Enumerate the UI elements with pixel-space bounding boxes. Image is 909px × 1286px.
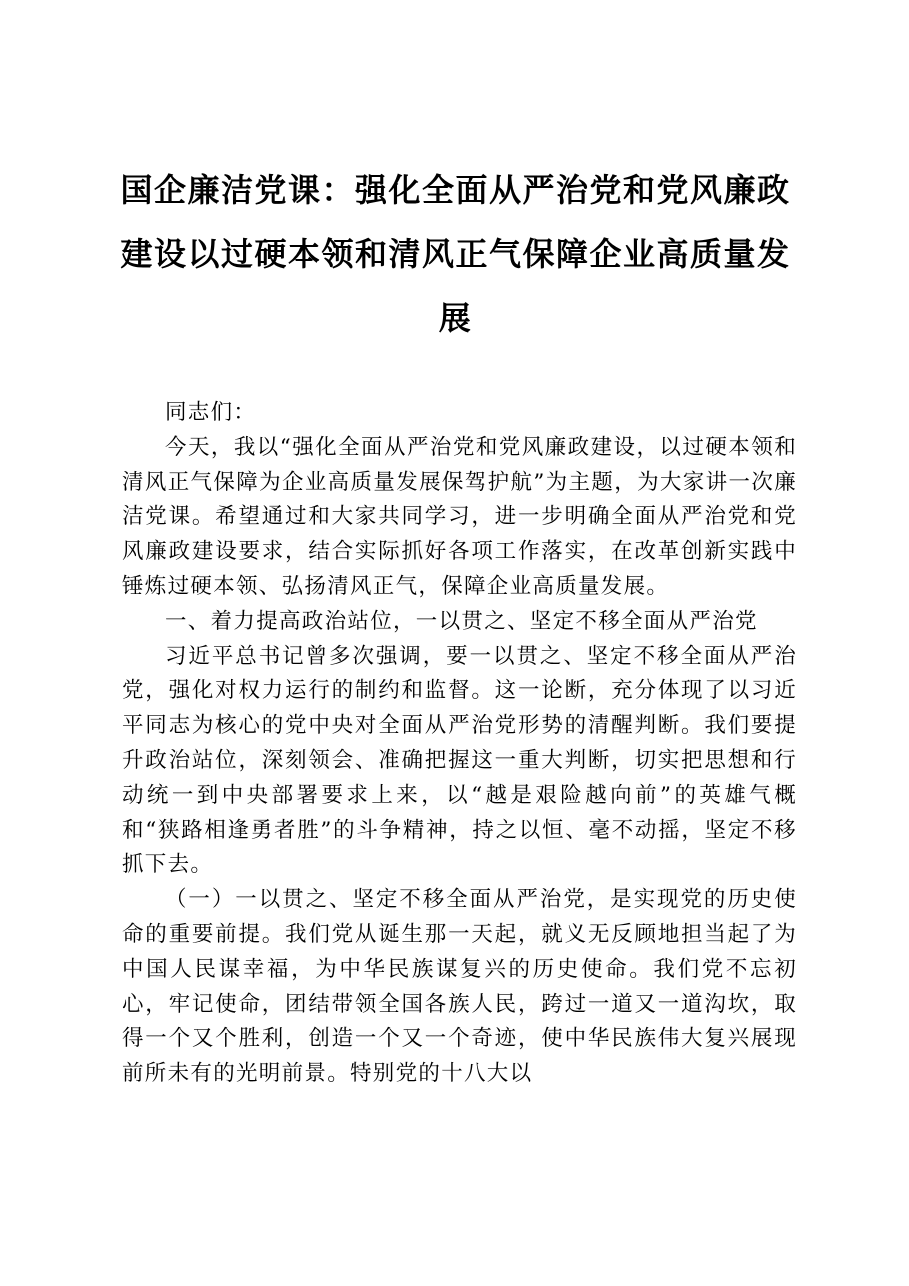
section-1-heading: 一、着力提高政治站位，一以贯之、坚定不移全面从严治党 [165,608,758,634]
document-body [122,396,797,1092]
section-1-paragraph: 习近平总书记曾多次强调，要一以贯之、坚定不移全面从严治党，强化对权力运行的制约和监督。这一论断，充分体现了以习近平同志为核心的党中央对全面从严治党形势的清醒判断。我们要提升政治站位，深刻领会、准确把握这一重大判断，切实把思想和行动统一到中央部署要求上来，以“越是艰险越向前”的英雄气概和“狭路相逢勇者胜”的斗争精神，持之以恒、毫不动摇，坚定不移抓下去。 [122,643,797,878]
intro-paragraph: 今天，我以“强化全面从严治党和党风廉政建设，以过硬本领和清风正气保障为企业高质量发展保驾护航”为主题，为大家讲一次廉洁党课。希望通过和大家共同学习，进一步明确全面从严治党和党风廉政建设要求，结合实际抓好各项工作落实，在改革创新实践中锤炼过硬本领、弘扬清风正气，保障企业高质量发展。 [122,434,797,599]
title-line-3: 展 [438,299,473,337]
title-line-2: 建设以过硬本领和清风正气保障企业高质量发 [120,235,791,273]
subsection-1-paragraph: （一）一以贯之、坚定不移全面从严治党，是实现党的历史使命的重要前提。我们党从诞生那一天起，就义无反顾地担当起了为中国人民谋幸福，为中华民族谋复兴的历史使命。我们党不忘初心，牢记使命，团结带领全国各族人民，跨过一道又一道沟坎，取得一个又个胜利，创造一个又一个奇迹，使中华民族伟大复兴展现前所未有的光明前景。特别党的十八大以 [122,887,797,1087]
salutation: 同志们： [165,400,257,425]
document-title [118,158,793,350]
title-line-1: 国企廉洁党课：强化全面从严治党和党风廉政 [120,171,791,209]
